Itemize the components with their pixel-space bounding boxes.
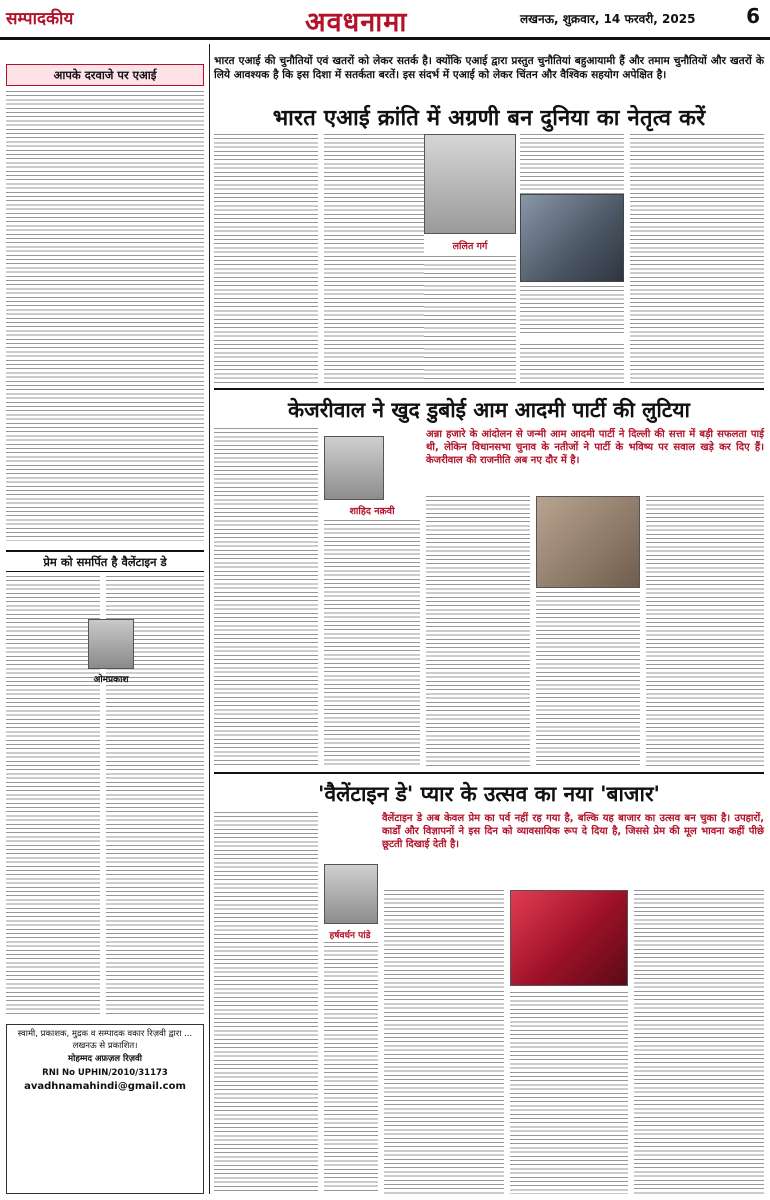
box1-header bbox=[6, 64, 204, 86]
article3-author-photo bbox=[324, 864, 378, 924]
article2-headline: केजरीवाल ने खुद डुबोई आम आदमी पार्टी की लुटिया bbox=[287, 398, 690, 422]
article1-text-col3-top bbox=[520, 134, 624, 194]
dateline: लखनऊ, शुक्रवार, 14 फरवरी, 2025 bbox=[520, 12, 696, 26]
article3-highlight: वैलेंटाइन डे अब केवल प्रेम का पर्व नहीं रह गया है, बल्कि यह बाजार का उत्सव बन चुका है। उपहारों, कार्डों और विज्ञापनों ने इस दिन को व्यावसायिक रूप दे दिया है, जिससे प्रेम की मूल भावना कहीं पीछे छूटती दिखाई देती है। bbox=[382, 813, 764, 850]
article1-author-photo bbox=[424, 134, 516, 234]
box2-header bbox=[6, 550, 204, 572]
article1-text-col1 bbox=[214, 134, 318, 384]
article1-text-col2 bbox=[324, 134, 424, 384]
article2-text-col1 bbox=[214, 428, 318, 768]
article1-text-col4 bbox=[630, 134, 764, 384]
logo-text: अवधनामा bbox=[305, 7, 408, 38]
article2-author-photo bbox=[324, 436, 384, 500]
article3-text-col2 bbox=[324, 942, 378, 1194]
imprint-body: स्वामी, प्रकाशक, मुद्रक व सम्पादक वकार रिज़वी द्वारा ... लखनऊ से प्रकाशित। bbox=[17, 1029, 193, 1051]
divider-2 bbox=[214, 772, 764, 774]
box2-title: प्रेम को समर्पित है वैलेंटाइन डे bbox=[43, 555, 167, 569]
article2-news-photo bbox=[536, 496, 640, 588]
column-divider bbox=[209, 44, 210, 1194]
article3-text-col5 bbox=[634, 890, 764, 1194]
article3-news-photo bbox=[510, 890, 628, 986]
article2-text-col4 bbox=[536, 592, 640, 768]
main-area bbox=[214, 44, 764, 1194]
box1-body-text bbox=[6, 91, 204, 541]
imprint-rni: RNI No UPHIN/2010/31173 bbox=[42, 1067, 168, 1078]
imprint-email: avadhnamahindi@gmail.com bbox=[24, 1081, 186, 1092]
article2-text-col2 bbox=[324, 520, 420, 768]
article3-text-col3 bbox=[384, 890, 504, 1194]
section-name: सम्पादकीय bbox=[6, 9, 74, 29]
page-number: 6 bbox=[746, 4, 760, 28]
author-photo bbox=[88, 619, 134, 669]
article1-text-col3-mid bbox=[520, 286, 624, 336]
box1-title: आपके दरवाजे पर एआई bbox=[53, 68, 157, 82]
left-column bbox=[6, 44, 204, 1194]
newspaper-logo bbox=[305, 2, 407, 39]
article1-highlight: भारत एआई की चुनौतियों एवं खतरों को लेकर सतर्क है। क्योंकि एआई द्वारा प्रस्तुत चुनौतियां बहुआयामी हैं और तमाम चुनौतियों और खतरों के लिये आवश्यक है कि इस दिशा में सतर्कता बरतें। इस संदर्भ में एआई को लेकर चिंतन और वैश्विक सहयोग अपेक्षित है। bbox=[214, 55, 764, 81]
article2-author-name: शाहिद नक़वी bbox=[349, 506, 395, 517]
box2-body-text-a bbox=[6, 576, 100, 1016]
article1-headline: भारत एआई क्रांति में अग्रणी बन दुनिया का नेतृत्व करें bbox=[272, 106, 706, 131]
article2-highlight: अन्ना हजारे के आंदोलन से जन्मी आम आदमी पार्टी ने दिल्ली की सत्ता में बड़ी सफलता पाई थी, लेकिन विधानसभा चुनाव के नतीजों ने पार्टी के भविष्य पर सवाल खड़े कर दिए हैं। केजरीवाल की राजनीति अब नए दौर में है। bbox=[426, 429, 764, 466]
divider-1 bbox=[214, 388, 764, 390]
article1-text-col2b bbox=[424, 256, 516, 384]
article2-text-col3 bbox=[426, 496, 530, 768]
article3-text-col1 bbox=[214, 812, 318, 1194]
article1-news-photo bbox=[520, 194, 624, 282]
author-name: ओमप्रकाश bbox=[93, 675, 129, 685]
article2-text-col5 bbox=[646, 496, 764, 768]
article1-text-col3-bottom bbox=[520, 344, 624, 384]
imprint-box bbox=[6, 1024, 204, 1194]
article3-text-col4 bbox=[510, 992, 628, 1194]
article1-author-name: ललित गर्ग bbox=[452, 241, 488, 252]
article3-headline: 'वैलेंटाइन डे' प्यार के उत्सव का नया 'बाजार' bbox=[318, 782, 660, 806]
imprint-editor: मोहम्मद अफ़ज़ल रिज़वी bbox=[68, 1054, 142, 1064]
masthead bbox=[0, 0, 770, 40]
article3-author-name: हर्षवर्धन पांडे bbox=[329, 931, 371, 941]
